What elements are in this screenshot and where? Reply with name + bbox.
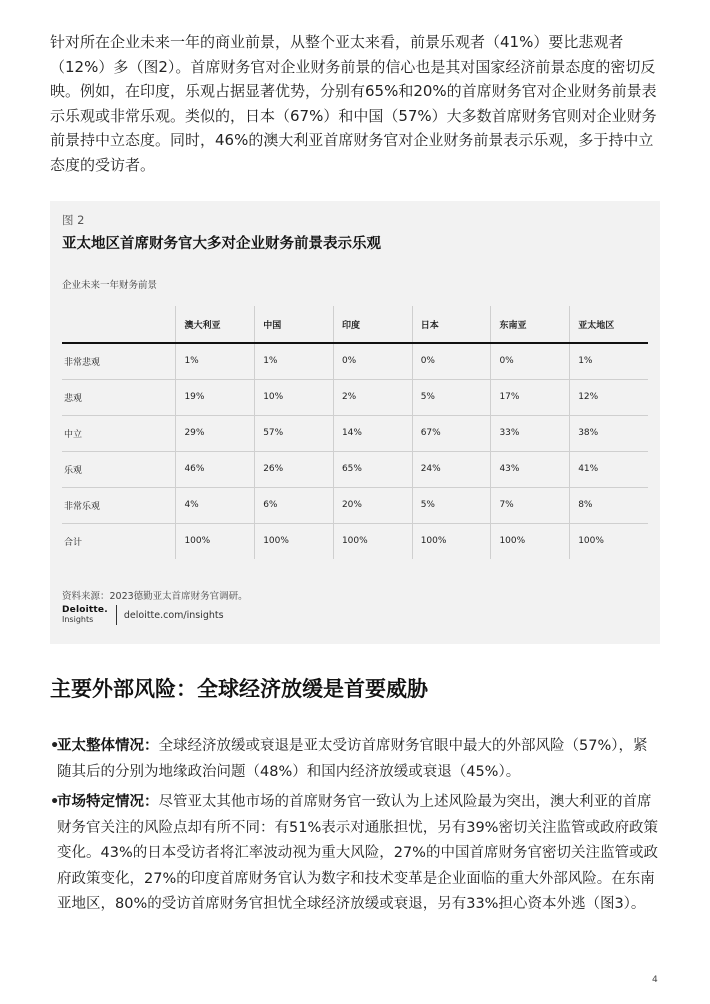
page-number: 4 <box>652 975 658 985</box>
table-cell: 38% <box>570 415 648 451</box>
figure-label: 图 2 <box>62 213 85 227</box>
table-cell: 43% <box>491 451 570 487</box>
row-label: 乐观 <box>64 465 83 476</box>
bullet-lead: 市场特定情况： <box>57 794 159 810</box>
table-cell: 0% <box>491 343 570 379</box>
bullet-list <box>50 734 660 923</box>
bullet-lead: 亚太整体情况： <box>57 738 159 754</box>
table-cell: 5% <box>412 379 491 415</box>
table-cell: 100% <box>255 523 334 559</box>
insights-url: deloitte.com/insights <box>123 609 224 621</box>
figure-title: 亚太地区首席财务官大多对企业财务前景表示乐观 <box>62 236 381 252</box>
table-cell: 100% <box>570 523 648 559</box>
table-cell: 100% <box>491 523 570 559</box>
bullet-body: 全球经济放缓或衰退是亚太受访首席财务官眼中最大的外部风险（57%），紧随其后的分别为地缘政治问题（48%）和国内经济放缓或衰退（45%）。 <box>57 738 648 780</box>
table-cell: 1% <box>570 343 648 379</box>
logo-line1: Deloitte. <box>62 605 108 615</box>
row-label: 中立 <box>64 429 83 440</box>
bullet-text <box>57 790 660 918</box>
table-cell: 41% <box>570 451 648 487</box>
table-cell: 1% <box>176 343 255 379</box>
table-cell: 7% <box>491 487 570 523</box>
figure-subtitle: 企业未来一年财务前景 <box>62 280 158 291</box>
table-cell: 20% <box>333 487 412 523</box>
table-row <box>62 451 648 487</box>
list-item <box>50 734 660 785</box>
list-item <box>50 790 660 918</box>
brand-footer <box>62 604 224 626</box>
row-label: 非常乐观 <box>64 501 101 512</box>
table-cell: 24% <box>412 451 491 487</box>
row-label: 合计 <box>64 537 83 548</box>
table-cell: 46% <box>176 451 255 487</box>
header-cell: 亚太地区 <box>570 306 648 343</box>
intro-text <box>50 30 662 177</box>
figure-2 <box>50 201 660 644</box>
outlook-table <box>62 306 648 559</box>
section-heading: 主要外部风险：全球经济放缓是首要威胁 <box>50 677 428 701</box>
table-cell: 65% <box>333 451 412 487</box>
table-row <box>62 523 648 559</box>
brand-divider <box>116 605 117 625</box>
table-cell: 14% <box>333 415 412 451</box>
table-cell: 10% <box>255 379 334 415</box>
table-cell: 100% <box>176 523 255 559</box>
bullet-marker: • <box>50 738 60 754</box>
table-cell: 57% <box>255 415 334 451</box>
header-cell: 东南亚 <box>491 306 570 343</box>
table-cell: 8% <box>570 487 648 523</box>
row-label: 悲观 <box>64 393 83 404</box>
table-cell: 17% <box>491 379 570 415</box>
header-cell <box>62 306 176 343</box>
table-cell: 19% <box>176 379 255 415</box>
table-header-row <box>62 306 648 343</box>
table-cell: 5% <box>412 487 491 523</box>
table-cell: 12% <box>570 379 648 415</box>
intro-paragraph: 针对所在企业未来一年的商业前景，从整个亚太来看，前景乐观者（41%）要比悲观者（12%）多（图2）。首席财务官对企业财务前景的信心也是其对国家经济前景态度的密切反映。例如，在印度，乐观占据显著优势，分别有65%和20%的首席财务官对企业财务前景表示乐观或非常乐观。类似的，日本（67%）和中国（57%）大多数首席财务官则对企业财务前景持中立态度。同时，46%的澳大利亚首席财务官对企业财务前景表示乐观，多于持中立态度的受访者。 <box>50 33 657 174</box>
bullet-marker: • <box>50 794 60 810</box>
table-row <box>62 487 648 523</box>
logo-line2: Insights <box>62 615 94 624</box>
header-cell: 澳大利亚 <box>176 306 255 343</box>
table-cell: 67% <box>412 415 491 451</box>
table-cell: 100% <box>412 523 491 559</box>
table-cell: 0% <box>412 343 491 379</box>
table-row <box>62 379 648 415</box>
table-cell: 29% <box>176 415 255 451</box>
table-cell: 6% <box>255 487 334 523</box>
header-cell: 印度 <box>333 306 412 343</box>
table-cell: 4% <box>176 487 255 523</box>
table-cell: 26% <box>255 451 334 487</box>
bullet-text <box>57 734 660 785</box>
table-row <box>62 415 648 451</box>
header-cell: 中国 <box>255 306 334 343</box>
deloitte-insights-logo <box>62 606 108 624</box>
table-cell: 0% <box>333 343 412 379</box>
table-cell: 1% <box>255 343 334 379</box>
table-cell: 100% <box>333 523 412 559</box>
figure-source: 资料来源：2023德勤亚太首席财务官调研。 <box>62 591 248 602</box>
table-row <box>62 343 648 379</box>
table-cell: 2% <box>333 379 412 415</box>
table-cell: 33% <box>491 415 570 451</box>
header-cell: 日本 <box>412 306 491 343</box>
bullet-body: 尽管亚太其他市场的首席财务官一致认为上述风险最为突出，澳大利亚的首席财务官关注的风险点却有所不同：有51%表示对通胀担忧，另有39%密切关注监管或政府政策变化。43%的日本受访者将汇率波动视为重大风险，27%的中国首席财务官密切关注监管或政府政策变化，27%的印度首席财务官认为数字和技术变革是企业面临的重大外部风险。在东南亚地区，80%的受访首席财务官担忧全球经济放缓或衰退，另有33%担心资本外逃（图3）。 <box>57 794 658 912</box>
row-label: 非常悲观 <box>64 357 101 368</box>
